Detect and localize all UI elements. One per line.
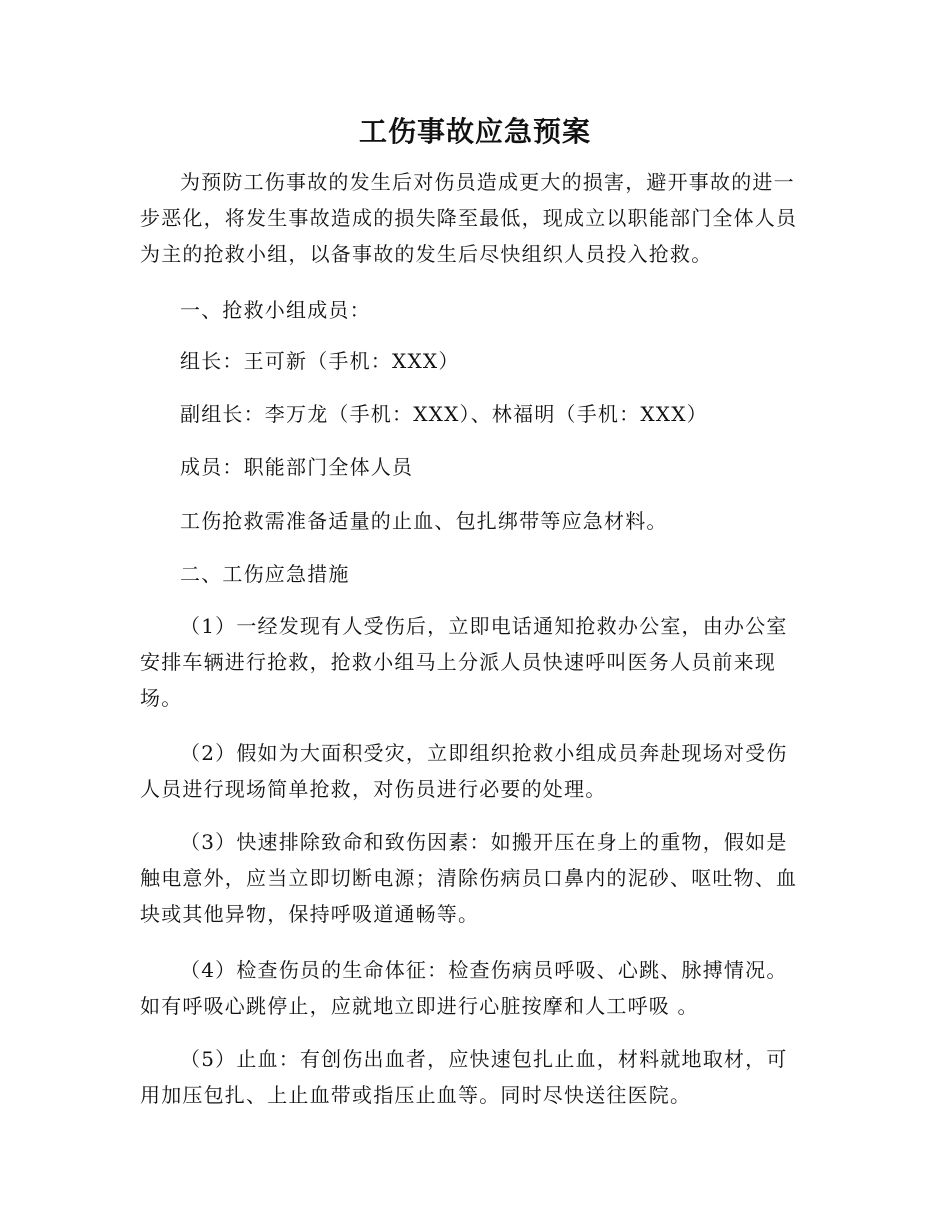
deputy-leaders-line: 副组长：李万龙（手机：XXX）、林福明（手机：XXX）	[180, 402, 708, 426]
members-line: 成员：职能部门全体人员	[180, 455, 414, 479]
measure-item-2: （2）假如为大面积受灾，立即组织抢救小组成员奔赴现场对受伤人员进行现场简单抢救，对伤员进行必要的处理。	[140, 741, 788, 801]
measure-item-5: （5）止血：有创伤出血者，应快速包扎止血，材料就地取材，可用加压包扎、上止血带或指压止血等。同时尽快送往医院。	[140, 1047, 788, 1107]
measure-item-4: （4）检查伤员的生命体征：检查伤病员呼吸、心跳、脉搏情况。如有呼吸心跳停止，应就地立即进行心脏按摩和人工呼吸 。	[140, 958, 788, 1018]
document-title: 工伤事故应急预案	[358, 115, 591, 148]
section1-heading: 一、抢救小组成员：	[180, 298, 371, 322]
intro-paragraph: 为预防工伤事故的发生后对伤员造成更大的损害，避开事故的进一步恶化，将发生事故造成的损失降至最低，现成立以职能部门全体人员为主的抢救小组，以备事故的发生后尽快组织人员投入抢救。	[140, 170, 798, 266]
section2-heading: 二、工伤应急措施	[180, 562, 350, 586]
measure-item-3: （3）快速排除致命和致伤因素：如搬开压在身上的重物，假如是触电意外，应当立即切断电源；清除伤病员口鼻内的泥砂、呕吐物、血块或其他异物，保持呼吸道通畅等。	[140, 830, 798, 926]
leader-line: 组长：王可新（手机：XXX）	[180, 349, 460, 373]
measure-item-1: （1）一经发现有人受伤后，立即电话通知抢救办公室，由办公室安排车辆进行抢救，抢救小组马上分派人员快速呼叫医务人员前来现场。	[140, 614, 788, 710]
materials-line: 工伤抢救需准备适量的止血、包扎绑带等应急材料。	[180, 509, 668, 533]
